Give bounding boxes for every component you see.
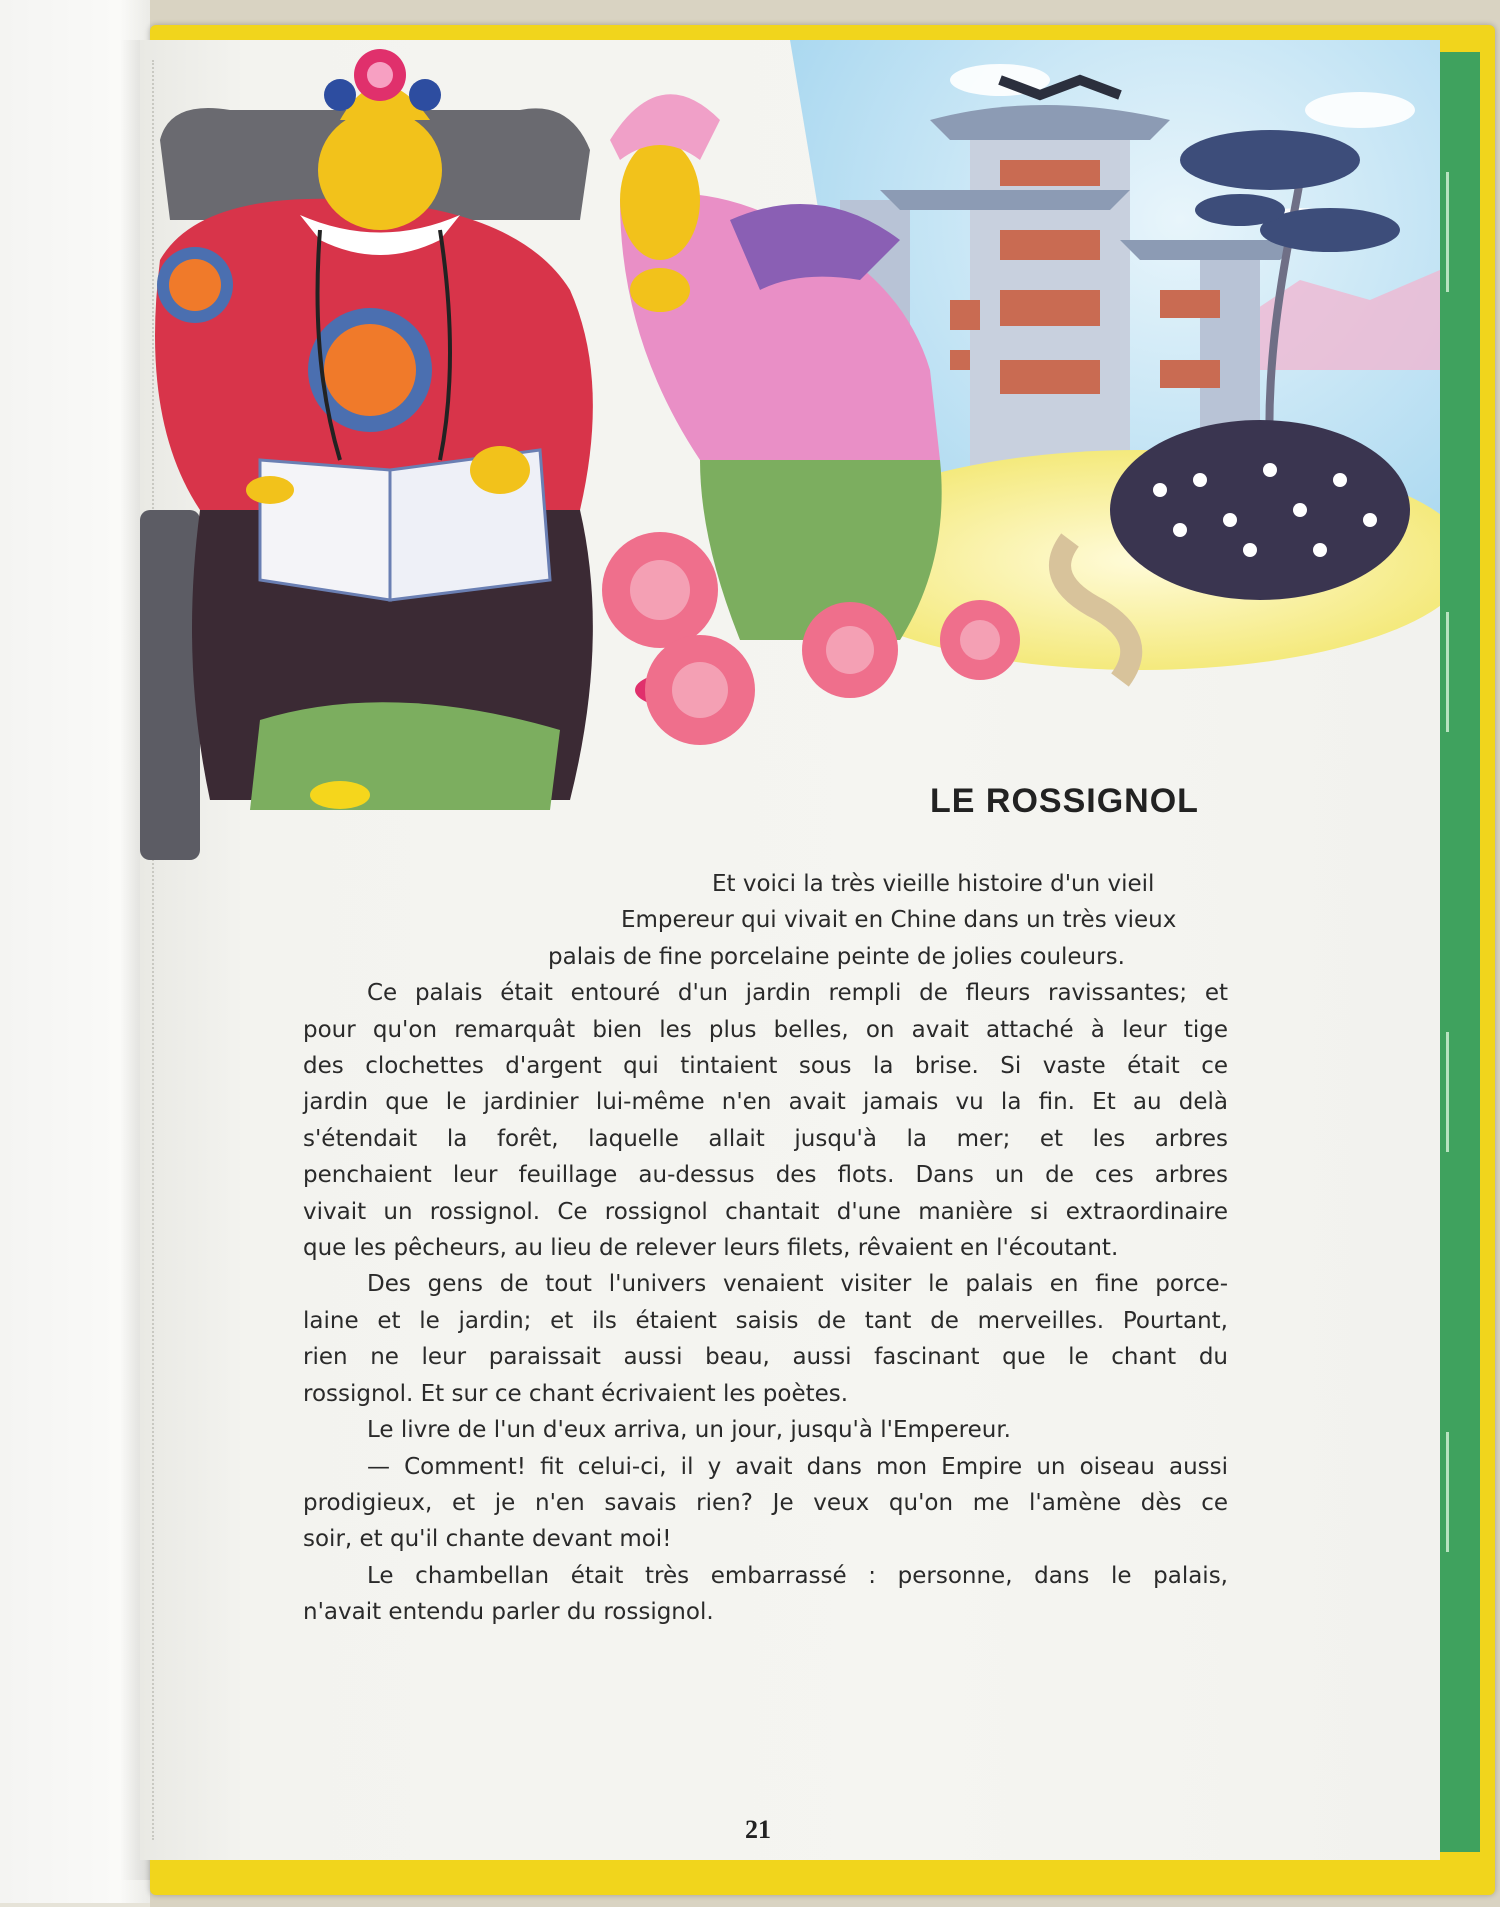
text-line: pour qu'on remarquât bien les plus belles, on avait attaché à leur tige bbox=[303, 1016, 1228, 1043]
paragraph-3 bbox=[303, 1412, 1228, 1448]
story-text bbox=[303, 866, 1228, 1631]
text-line: rossignol. Et sur ce chant écrivaient les poètes. bbox=[303, 1380, 849, 1407]
text-line: vivait un rossignol. Ce rossignol chantait d'une manière si extraordinaire bbox=[303, 1198, 1228, 1225]
text-line: penchaient leur feuillage au-dessus des flots. Dans un de ces arbres bbox=[303, 1162, 1228, 1189]
text-line: Ce palais était entouré d'un jardin rempli de fleurs ravissantes; et bbox=[367, 980, 1228, 1007]
intro-line: Et voici la très vieille histoire d'un vieil bbox=[712, 871, 1155, 897]
paragraph-2 bbox=[303, 1266, 1228, 1412]
text-line: s'étendait la forêt, laquelle allait jusqu'à la mer; et les arbres bbox=[303, 1125, 1228, 1152]
page-number: 21 bbox=[745, 1815, 771, 1844]
text-line: des clochettes d'argent qui tintaient sous la brise. Si vaste était ce bbox=[303, 1053, 1228, 1080]
flowering-bush bbox=[1110, 420, 1410, 600]
text-line: — Comment! fit celui-ci, il y avait dans mon Empire un oiseau aussi bbox=[367, 1453, 1228, 1480]
intro-line: palais de fine porcelaine peinte de jolies couleurs. bbox=[548, 943, 1125, 970]
paragraph-4 bbox=[303, 1449, 1228, 1558]
edge-ornament bbox=[1446, 612, 1475, 732]
text-line: Des gens de tout l'univers venaient visiter le palais en fine porce- bbox=[367, 1271, 1228, 1298]
text-line: laine et le jardin; et ils étaient saisis de tant de merveilles. Pourtant, bbox=[303, 1307, 1228, 1334]
paragraph-1 bbox=[303, 975, 1228, 1266]
decorated-page-edge bbox=[1440, 52, 1480, 1852]
edge-ornament bbox=[1446, 1432, 1475, 1552]
text-line: prodigieux, et je n'en savais rien? Je veux qu'on me l'amène dès ce bbox=[303, 1489, 1228, 1516]
edge-ornament bbox=[1446, 1032, 1475, 1152]
text-line: n'avait entendu parler du rossignol. bbox=[303, 1599, 714, 1626]
text-line: soir, et qu'il chante devant moi! bbox=[303, 1526, 672, 1553]
text-line: rien ne leur paraissait aussi beau, aussi fascinant que le chant du bbox=[303, 1344, 1228, 1371]
intro-line: Empereur qui vivait en Chine dans un très vieux bbox=[621, 907, 1177, 934]
text-line: Le livre de l'un d'eux arriva, un jour, jusqu'à l'Empereur. bbox=[367, 1417, 1011, 1444]
story-title: LE ROSSIGNOL bbox=[930, 782, 1199, 820]
edge-ornament bbox=[1446, 172, 1475, 292]
paragraph-5 bbox=[303, 1558, 1228, 1631]
text-line: Le chambellan était très embarrassé : personne, dans le palais, bbox=[367, 1562, 1228, 1589]
text-line: que les pêcheurs, au lieu de relever leurs filets, rêvaient en l'écoutant. bbox=[303, 1235, 1119, 1262]
text-line: jardin que le jardinier lui-même n'en avait jamais vu la fin. Et au delà bbox=[303, 1089, 1228, 1116]
book-page bbox=[140, 40, 1440, 1860]
